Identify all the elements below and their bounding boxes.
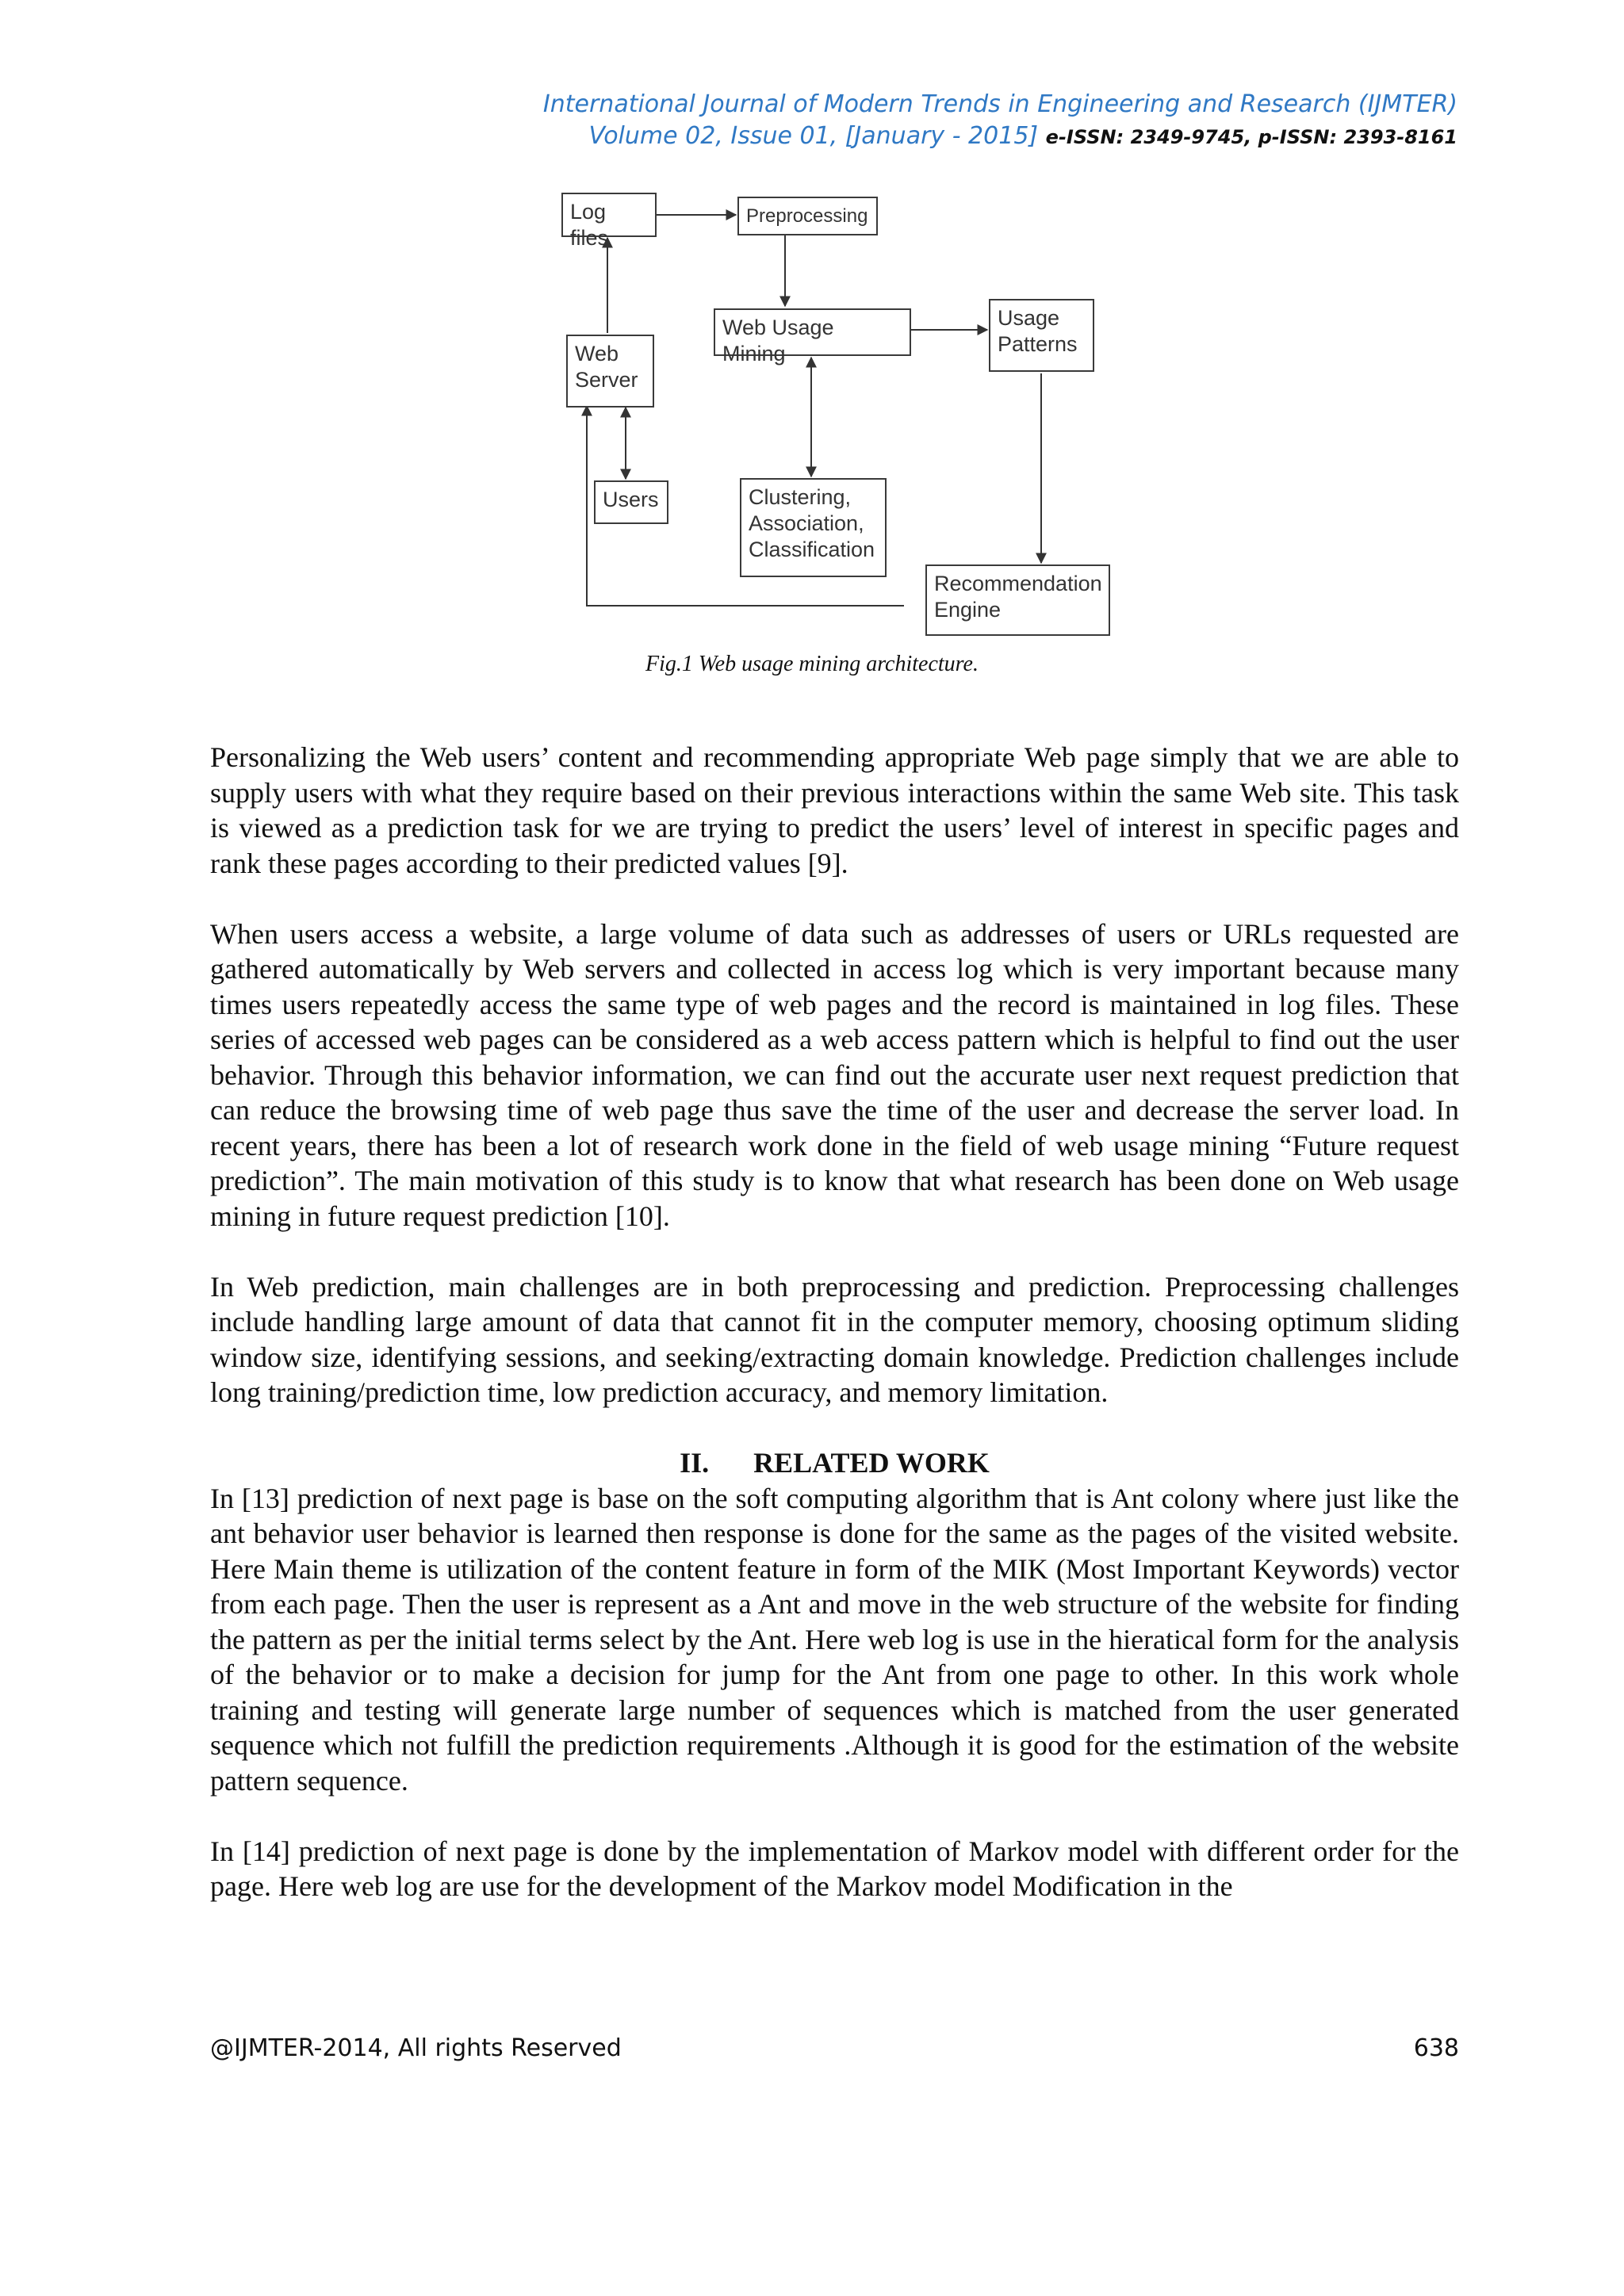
figure-caption: Fig.1 Web usage mining architecture. [645,652,979,676]
body-text [210,740,1459,1904]
web-usage-mining-box: Web Usage Mining [714,308,911,356]
usage-patterns-box: Usage Patterns [989,299,1094,372]
section-title: RELATED WORK [753,1447,990,1479]
paragraph-3: In Web prediction, main challenges are in both preprocessing and prediction. Preprocessing challenges include handling large amount of data that cannot fit in the computer memory, choosing optimum sliding window size, identifying sessions, and seeking/extracting domain knowledge. Prediction challenges include long training/prediction time, low prediction accuracy, and memory limitation. [210,1270,1459,1408]
page-number: 638 [1413,2034,1459,2062]
journal-title: International Journal of Modern Trends in Engineering and Research (IJMTER) [542,90,1457,118]
paragraph-2: When users access a website, a large volume of data such as addresses of users or URLs requested are gathered automatically by Web servers and collected in access log which is very important because many times users repeatedly access the same type of web pages and the record is maintained in log files. These series of accessed web pages can be considered as a web access pattern which is helpful to find out the user behavior. Through this behavior information, we can find out the accurate user next request prediction that can reduce the browsing time of web page thus save the time of the user and decrease the server load. In recent years, there has been a lot of research work done in the field of web usage mining “Future request prediction”. The main motivation of this study is to know that what research has been done on Web usage mining in future request prediction [10]. [210,917,1459,1232]
paragraph-5: In [14] prediction of next page is done by the implementation of Markov model with different order for the page. Here web log are use for the development of the Markov model Modification in the [210,1835,1459,1902]
preprocessing-box: Preprocessing [737,197,878,235]
web-server-box: Web Server [566,335,654,408]
copyright: @IJMTER-2014, All rights Reserved [210,2034,622,2062]
recommendation-engine-box: Recommendation Engine [925,564,1110,636]
users-box: Users [594,480,668,524]
journal-volume-line [543,121,1457,153]
log-files-box: Log files [561,193,657,237]
section-heading [210,1445,1459,1481]
journal-volume: Volume 02, Issue 01, [January - 2015] [588,122,1039,150]
section-number: II. [680,1447,710,1479]
paragraph-1: Personalizing the Web users’ content and recommending appropriate Web page simply that we are able to supply users with what they require based on their previous interactions within the same Web site. This task is viewed as a prediction task for we are trying to predict the users’ level of interest in specific pages and rank these pages according to their predicted values [9]. [210,741,1459,879]
journal-issn: e-ISSN: 2349-9745, p-ISSN: 2393-8161 [1045,126,1457,148]
clustering-box: Clustering, Association, Classification [740,478,887,577]
paragraph-4: In [13] prediction of next page is base on the soft computing algorithm that is Ant colony where just like the ant behavior user behavior is learned then response is done for the same as the pages of the visited website. Here Main theme is utilization of the content feature in form of the MIK (Most Important Keywords) vector from each page. Then the user is represent as a Ant and move in the web structure of the website for finding the pattern as per the initial terms select by the Ant. Here web log is use in the hieratical form for the analysis of the behavior or to make a decision for jump for the Ant from one page to other. In this work whole training and testing will generate large number of sequences which is matched from the user generated sequence which not fulfill the prediction requirements .Although it is good for the estimation of the website pattern sequence. [210,1482,1459,1797]
architecture-figure [555,189,1126,645]
page-footer [210,2034,1459,2062]
journal-header [543,89,1457,153]
